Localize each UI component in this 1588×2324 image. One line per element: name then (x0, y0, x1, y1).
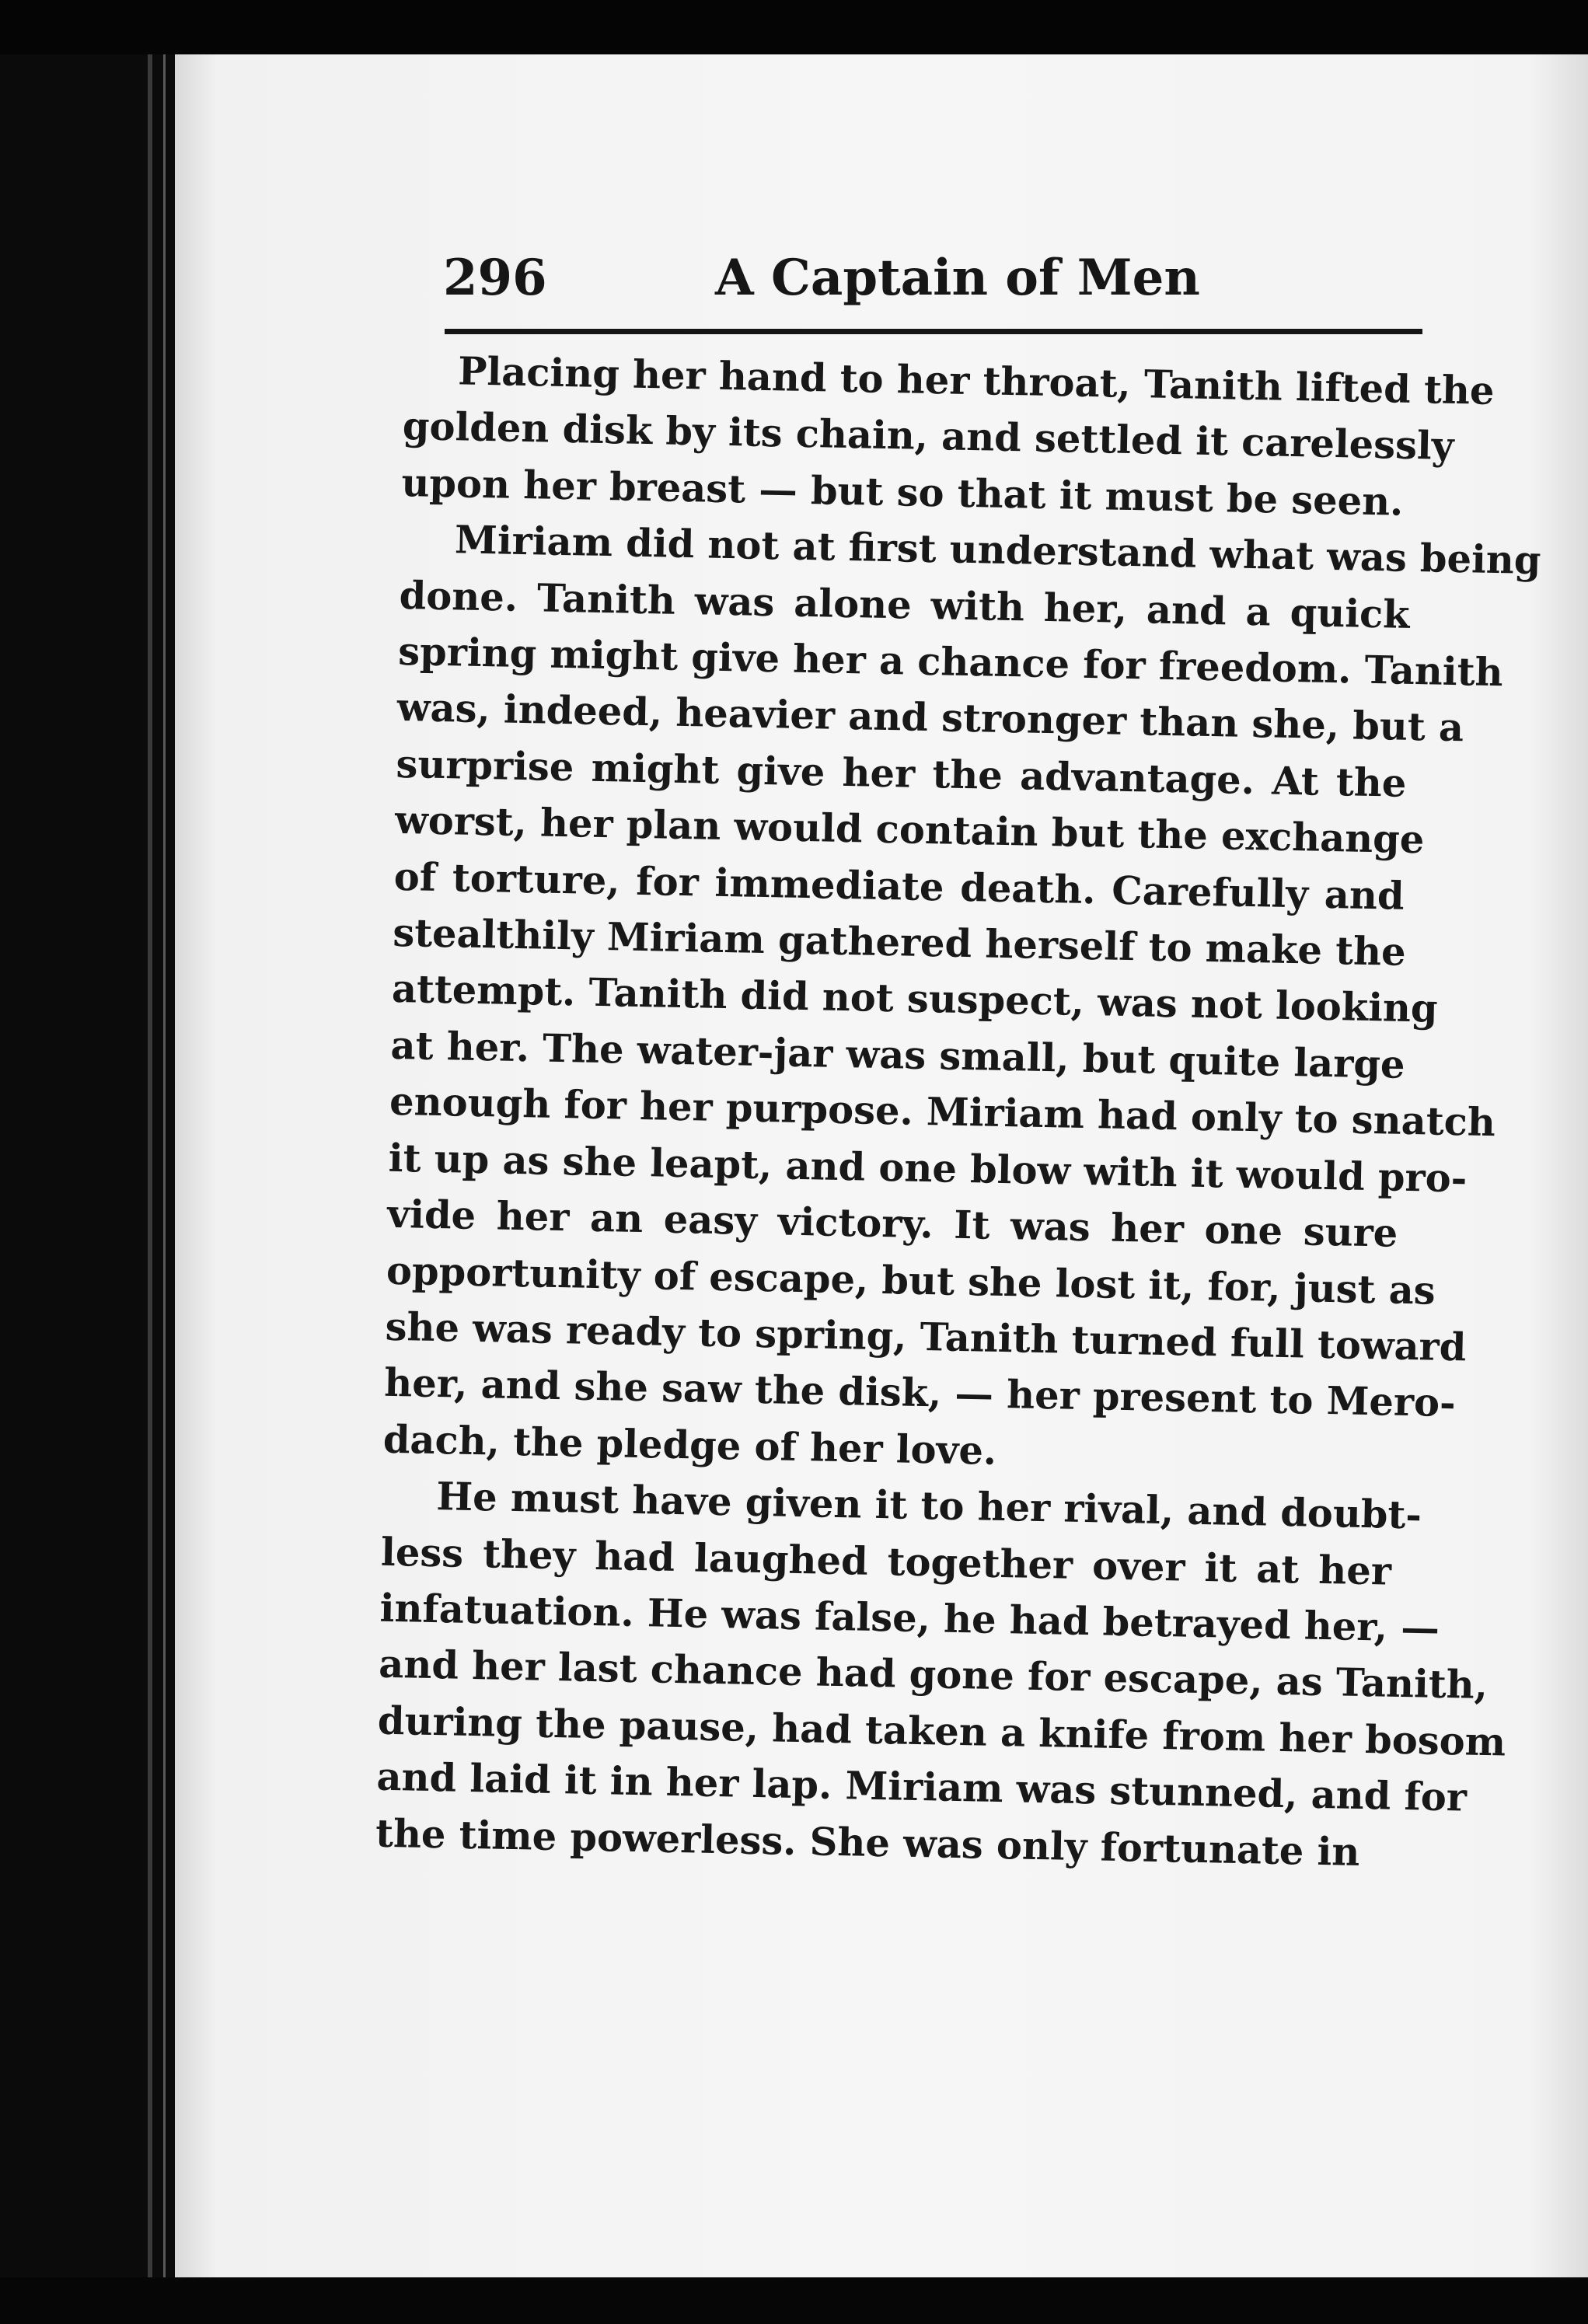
text-line: less they had laughed together over it at her (380, 1529, 1392, 1594)
text-line: surprise might give her the advantage. At the (396, 741, 1407, 806)
scan-bottom-border (0, 2277, 1588, 2324)
text-line: at her. The water-jar was small, but quite large (390, 1022, 1406, 1087)
text-line: during the pause, had taken a knife from her bosom (377, 1698, 1506, 1765)
text-line: was, indeed, heavier and stronger than she, but a (396, 685, 1464, 751)
text-line: enough for her purpose. Miriam had only to snatch (389, 1079, 1496, 1146)
paragraph (382, 511, 1542, 1487)
text-line: vide her an easy victory. It was her one sure (386, 1191, 1398, 1256)
text-line: Miriam did not at first understand what was being (454, 517, 1542, 584)
header-rule (445, 329, 1422, 334)
book-spine-edge-inner (163, 54, 166, 2277)
body-text (375, 342, 1542, 1881)
text-line: and laid it in her lap. Miriam was stunned, and for (376, 1753, 1468, 1820)
text-line: her, and she saw the disk, — her present to Mero- (383, 1360, 1457, 1426)
text-line: Placing her hand to her throat, Tanith lifted the (457, 348, 1495, 414)
text-line: and her last chance had gone for escape, as Tanith, (378, 1642, 1489, 1708)
text-line: worst, her plan would contain but the exchange (394, 797, 1425, 863)
text-line: the time powerless. She was only fortunate in (375, 1810, 1360, 1875)
text-line: dach, the pledge of her love. (382, 1416, 997, 1474)
paragraph (375, 1467, 1506, 1881)
text-line: she was ready to spring, Tanith turned full toward (385, 1303, 1467, 1370)
scan-top-border (0, 0, 1588, 54)
text-line: attempt. Tanith did not suspect, was not looking (391, 966, 1439, 1032)
text-line: infatuation. He was false, he had betrayed her, — (379, 1585, 1440, 1651)
paragraph (400, 342, 1495, 530)
text-line: it up as she leapt, and one blow with it would pro- (388, 1135, 1468, 1202)
text-line: stealthily Miriam gathered herself to make the (392, 909, 1407, 975)
text-line: golden disk by its chain, and settled it carelessly (402, 403, 1455, 469)
page-number: 296 (443, 249, 547, 307)
book-title: A Captain of Men (715, 249, 1200, 307)
text-line: opportunity of escape, but she lost it, for, just as (386, 1247, 1436, 1314)
text-line: of torture, for immediate death. Carefully and (393, 853, 1405, 919)
text-line: done. Tanith was alone with her, and a quick (399, 572, 1411, 637)
text-line: spring might give her a chance for freedom. Tanith (397, 628, 1504, 696)
text-line: upon her breast — but so that it must be seen. (400, 459, 1404, 525)
running-header (443, 233, 1422, 319)
text-line: He must have given it to her rival, and doubt- (435, 1474, 1422, 1538)
book-spine-edge (148, 54, 152, 2277)
